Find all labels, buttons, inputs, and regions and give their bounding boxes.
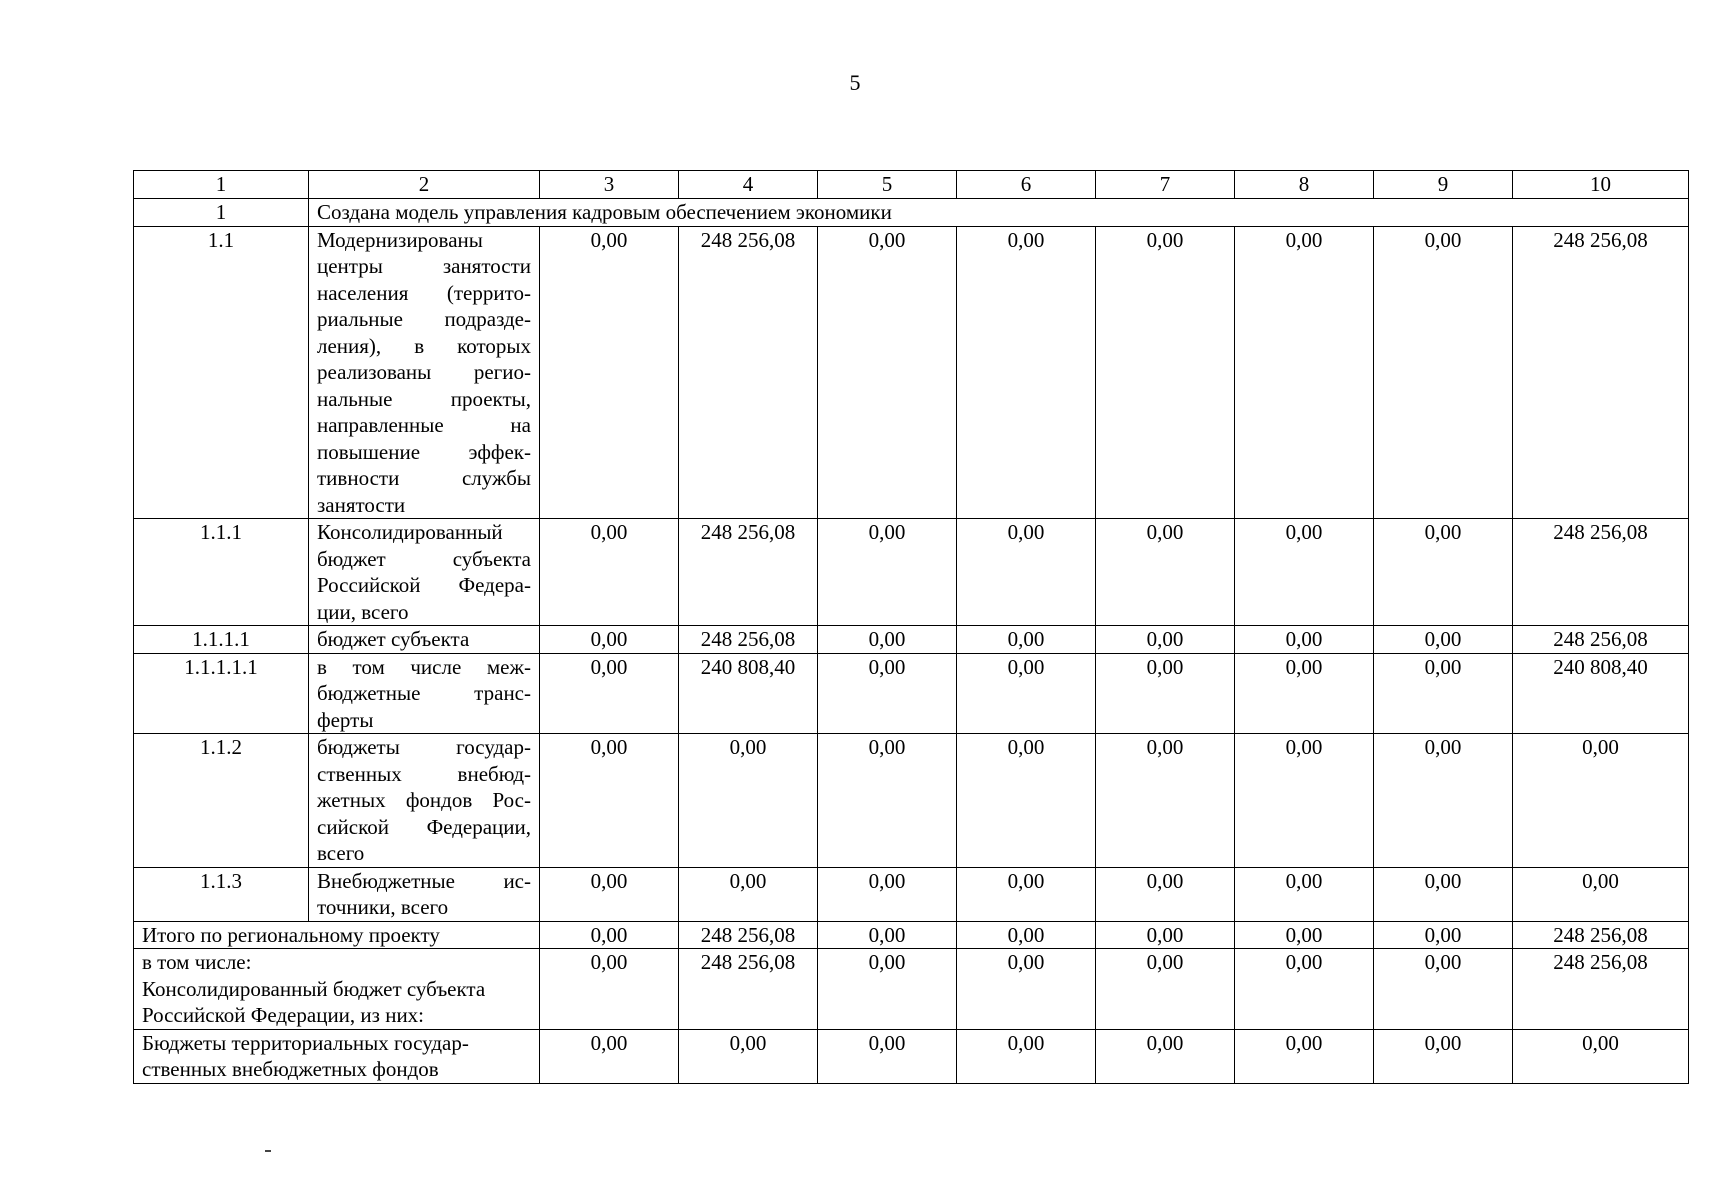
amount-cell: 0,00 [818, 653, 957, 734]
amount-cell: 248 256,08 [1513, 626, 1689, 654]
total-label [134, 949, 540, 1030]
amount-cell: 0,00 [540, 921, 679, 949]
amount-cell: 0,00 [1513, 1029, 1689, 1083]
description-line: ственных внебюд- [317, 761, 531, 786]
description-line: направленные на [317, 413, 531, 437]
description-line: ции, всего [317, 599, 409, 624]
amount-cell: 0,00 [818, 734, 957, 868]
amount-cell: 0,00 [540, 653, 679, 734]
amount-cell: 0,00 [1235, 734, 1374, 868]
amount-cell: 240 808,40 [679, 653, 818, 734]
column-number: 2 [309, 171, 540, 199]
table-row [134, 867, 1689, 921]
row-description [309, 867, 540, 921]
amount-cell: 248 256,08 [679, 519, 818, 626]
total-label-line: ственных внебюджетных фондов [142, 1057, 439, 1081]
amount-cell: 0,00 [1096, 653, 1235, 734]
amount-cell: 0,00 [1374, 519, 1513, 626]
row-code: 1.1.1 [134, 519, 309, 626]
budget-table [133, 170, 1689, 1084]
amount-cell: 0,00 [1096, 949, 1235, 1030]
amount-cell: 248 256,08 [679, 626, 818, 654]
amount-cell: 0,00 [1235, 1029, 1374, 1083]
amount-cell: 0,00 [1374, 921, 1513, 949]
table-row [134, 519, 1689, 626]
total-label-line: в том числе: [142, 950, 252, 974]
description-line: центры занятости [317, 254, 531, 278]
scan-speck [265, 1150, 271, 1152]
amount-cell: 0,00 [1096, 626, 1235, 654]
amount-cell: 0,00 [957, 1029, 1096, 1083]
description-line: реализованы регио- [317, 360, 531, 384]
description-line: ферты [317, 707, 374, 732]
description-line: сийской Федерации, [317, 814, 531, 839]
description-line: повышение эффек- [317, 439, 531, 464]
amount-cell: 0,00 [540, 1029, 679, 1083]
amount-cell: 0,00 [818, 626, 957, 654]
amount-cell: 0,00 [1374, 626, 1513, 654]
description-line: тивности службы [317, 466, 531, 490]
description-line: нальные проекты, [317, 386, 531, 411]
amount-cell: 0,00 [1374, 867, 1513, 921]
amount-cell: 0,00 [1374, 1029, 1513, 1083]
amount-cell: 0,00 [1096, 734, 1235, 868]
column-number: 3 [540, 171, 679, 199]
description-line: населения (террито- [317, 280, 531, 305]
total-label-line: Консолидированный бюджет субъекта [142, 976, 486, 1001]
amount-cell: 0,00 [957, 949, 1096, 1030]
amount-cell: 0,00 [818, 867, 957, 921]
amount-cell: 0,00 [1374, 653, 1513, 734]
total-label-line: Итого по региональному проекту [142, 922, 440, 947]
amount-cell: 0,00 [818, 519, 957, 626]
description-line: в том числе меж- [317, 654, 531, 679]
amount-cell: 248 256,08 [1513, 949, 1689, 1030]
total-label [134, 921, 540, 949]
amount-cell: 0,00 [957, 653, 1096, 734]
amount-cell: 0,00 [679, 734, 818, 868]
table-row [134, 653, 1689, 734]
amount-cell: 0,00 [957, 921, 1096, 949]
amount-cell: 248 256,08 [679, 226, 818, 519]
total-row [134, 921, 1689, 949]
amount-cell: 0,00 [1235, 519, 1374, 626]
column-number: 4 [679, 171, 818, 199]
amount-cell: 0,00 [957, 867, 1096, 921]
row-description [309, 734, 540, 868]
amount-cell: 0,00 [1374, 226, 1513, 519]
description-line: Внебюджетные ис- [317, 868, 531, 893]
row-description [309, 653, 540, 734]
description-line: бюджет субъекта [317, 546, 531, 571]
amount-cell: 0,00 [679, 867, 818, 921]
description-line: Российской Федера- [317, 573, 531, 597]
amount-cell: 240 808,40 [1513, 653, 1689, 734]
table-row [134, 734, 1689, 868]
amount-cell: 248 256,08 [1513, 226, 1689, 519]
row-code: 1.1 [134, 226, 309, 519]
amount-cell: 0,00 [818, 226, 957, 519]
amount-cell: 0,00 [1513, 867, 1689, 921]
section-title: Создана модель управления кадровым обеспечением экономики [309, 199, 1689, 227]
amount-cell: 0,00 [1235, 626, 1374, 654]
column-number: 10 [1513, 171, 1689, 199]
amount-cell: 0,00 [1513, 734, 1689, 868]
amount-cell: 0,00 [540, 519, 679, 626]
amount-cell: 0,00 [1374, 734, 1513, 868]
amount-cell: 0,00 [540, 734, 679, 868]
amount-cell: 0,00 [957, 519, 1096, 626]
amount-cell: 0,00 [1096, 867, 1235, 921]
amount-cell: 0,00 [540, 867, 679, 921]
table-body [134, 171, 1689, 1084]
row-description [309, 519, 540, 626]
description-line: занятости [317, 492, 406, 517]
amount-cell: 248 256,08 [679, 949, 818, 1030]
amount-cell: 0,00 [957, 626, 1096, 654]
amount-cell: 0,00 [818, 949, 957, 1030]
description-line: бюджет субъекта [317, 627, 470, 651]
column-number: 7 [1096, 171, 1235, 199]
amount-cell: 248 256,08 [1513, 519, 1689, 626]
column-number: 9 [1374, 171, 1513, 199]
total-label-line: Бюджеты территориальных государ- [142, 1030, 469, 1055]
description-line: бюджеты государ- [317, 735, 531, 759]
amount-cell: 0,00 [679, 1029, 818, 1083]
row-description [309, 626, 540, 654]
amount-cell: 0,00 [1235, 653, 1374, 734]
amount-cell: 0,00 [540, 226, 679, 519]
description-line: всего [317, 841, 365, 865]
amount-cell: 0,00 [957, 734, 1096, 868]
description-line: жетных фондов Рос- [317, 788, 531, 812]
row-code: 1.1.3 [134, 867, 309, 921]
amount-cell: 0,00 [1096, 1029, 1235, 1083]
amount-cell: 0,00 [818, 1029, 957, 1083]
page-number: 5 [849, 70, 861, 95]
amount-cell: 0,00 [1096, 921, 1235, 949]
row-code: 1.1.2 [134, 734, 309, 868]
amount-cell: 0,00 [1096, 226, 1235, 519]
description-line: ления), в которых [317, 333, 531, 358]
column-number-row [134, 171, 1689, 199]
amount-cell: 0,00 [1096, 519, 1235, 626]
section-code: 1 [134, 199, 309, 227]
amount-cell: 0,00 [1235, 921, 1374, 949]
amount-cell: 0,00 [540, 949, 679, 1030]
row-code: 1.1.1.1 [134, 626, 309, 654]
amount-cell: 0,00 [540, 626, 679, 654]
total-label [134, 1029, 540, 1083]
total-row [134, 949, 1689, 1030]
section-row [134, 199, 1689, 227]
row-code: 1.1.1.1.1 [134, 653, 309, 734]
column-number: 1 [134, 171, 309, 199]
amount-cell: 0,00 [1235, 949, 1374, 1030]
column-number: 8 [1235, 171, 1374, 199]
total-row [134, 1029, 1689, 1083]
table-row [134, 226, 1689, 519]
amount-cell: 0,00 [1235, 226, 1374, 519]
column-number: 5 [818, 171, 957, 199]
amount-cell: 248 256,08 [679, 921, 818, 949]
amount-cell: 0,00 [957, 226, 1096, 519]
description-line: точники, всего [317, 895, 449, 919]
amount-cell: 0,00 [1235, 867, 1374, 921]
amount-cell: 248 256,08 [1513, 921, 1689, 949]
row-description [309, 226, 540, 519]
description-line: Консолидированный [317, 520, 503, 544]
table-row [134, 626, 1689, 654]
total-label-line: Российской Федерации, из них: [142, 1003, 425, 1027]
amount-cell: 0,00 [1374, 949, 1513, 1030]
description-line: Модернизированы [317, 227, 483, 252]
column-number: 6 [957, 171, 1096, 199]
amount-cell: 0,00 [818, 921, 957, 949]
description-line: бюджетные транс- [317, 681, 531, 705]
description-line: риальные подразде- [317, 307, 531, 331]
